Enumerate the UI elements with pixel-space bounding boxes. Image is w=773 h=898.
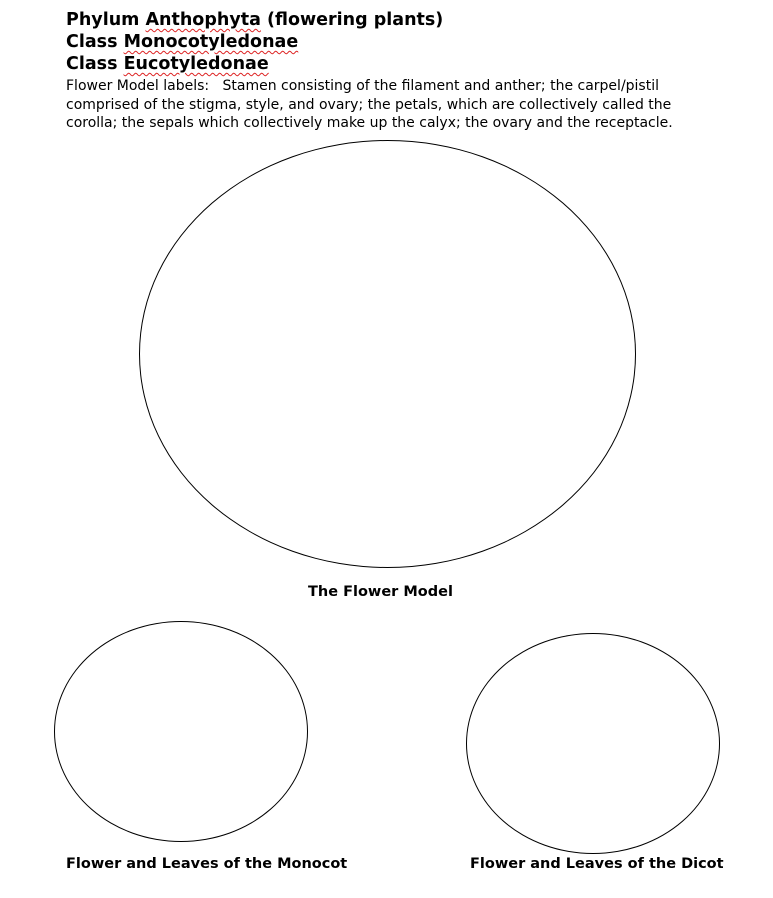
labels-text: Stamen consisting of the filament and anther; the carpel/pistil comprised of the stigma, style, and ovary; the petals, which are collectively called the corolla; the sepals which collectively make up the calyx; the ovary and the receptacle. (66, 78, 673, 131)
labels-lead: Flower Model labels: (66, 78, 210, 94)
flower-model-drawing-area (139, 140, 636, 568)
phylum-name: Anthophyta (145, 10, 261, 30)
class-prefix: Class (66, 32, 118, 52)
phylum-heading (66, 9, 443, 31)
monocot-caption: Flower and Leaves of the Monocot (66, 856, 348, 872)
phylum-suffix: (flowering plants) (267, 10, 444, 30)
monocot-drawing-area (54, 621, 308, 842)
dicot-drawing-area (466, 633, 720, 854)
class-monocot-heading (66, 31, 298, 53)
phylum-prefix: Phylum (66, 10, 140, 30)
class-monocot-name: Monocotyledonae (123, 32, 299, 52)
class-eudicot-name: Eucotyledonae (123, 54, 269, 74)
dicot-caption: Flower and Leaves of the Dicot (470, 856, 724, 872)
flower-model-caption: The Flower Model (308, 584, 453, 600)
flower-model-labels-paragraph (66, 77, 714, 133)
class-eudicot-heading (66, 53, 269, 75)
class-prefix: Class (66, 54, 118, 74)
